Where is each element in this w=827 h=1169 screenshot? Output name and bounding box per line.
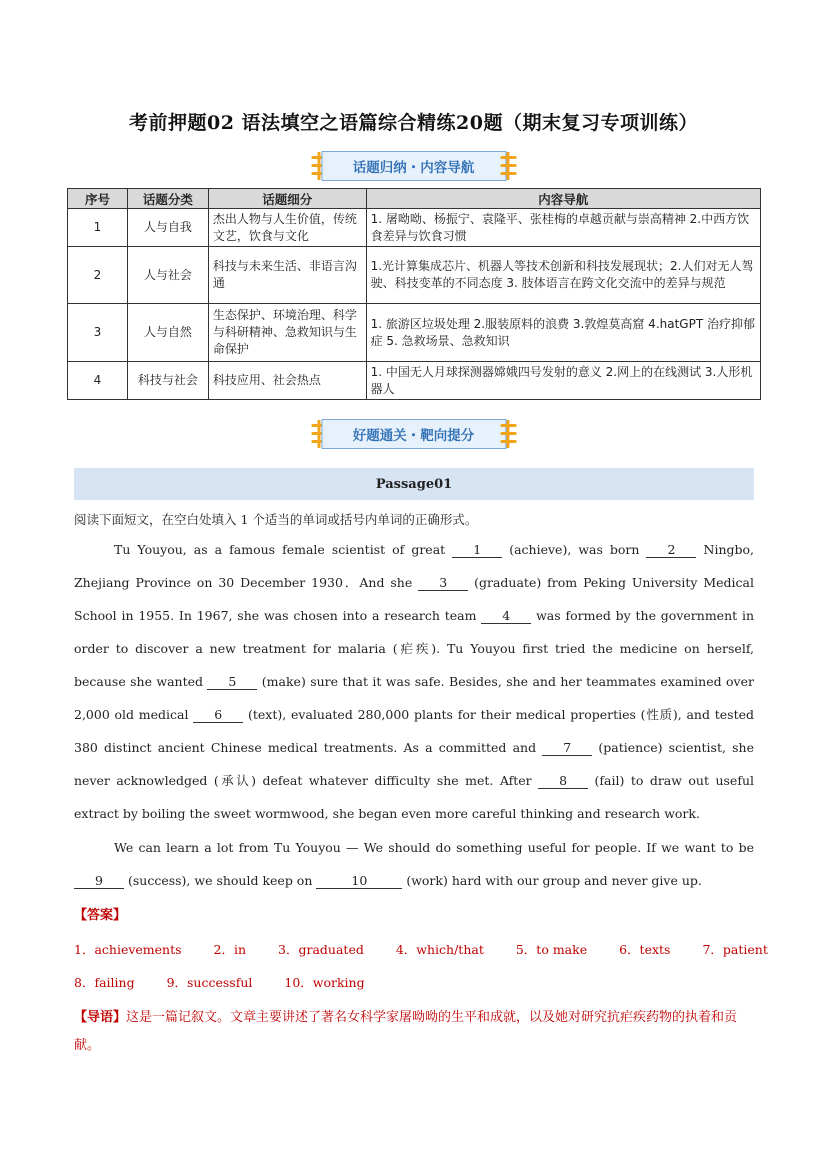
blank-10: 10 xyxy=(316,873,402,889)
passage-text: We can learn a lot from Tu Youyou — We should do something useful for people. If we want to be xyxy=(114,840,754,855)
answer-item: 2．in xyxy=(213,942,247,957)
answer-item: 10．working xyxy=(284,975,365,990)
answer-label: 【答案】 xyxy=(74,908,127,923)
guide-paragraph xyxy=(74,1004,754,1060)
table-row xyxy=(68,209,761,247)
header-cell: 内容导航 xyxy=(366,189,760,209)
blank-7: 7 xyxy=(542,740,592,756)
row-category: 科技与社会 xyxy=(127,362,208,400)
passage-paragraph-1 xyxy=(74,533,754,830)
passage-text: (text), evaluated 280,000 plants for their medical properties (性质), and tested 380 distinct ancient Chinese medical treatments. As a committed and xyxy=(74,707,754,755)
row-content: 1. 屠呦呦、杨振宁、袁隆平、张桂梅的卓越贡献与崇高精神 2.中西方饮食差异与饮食习惯 xyxy=(366,209,760,247)
answer-item: 6．texts xyxy=(619,942,671,957)
answer-item: 3．graduated xyxy=(278,942,364,957)
passage-heading: Passage01 xyxy=(74,468,754,500)
row-detail: 科技与未来生活、非语言沟通 xyxy=(208,247,366,304)
answer-row xyxy=(74,973,393,991)
row-number: 3 xyxy=(68,304,128,362)
passage-paragraph-2 xyxy=(74,831,754,897)
row-detail: 科技应用、社会热点 xyxy=(208,362,366,400)
section-banner-topics xyxy=(0,148,827,184)
blank-9: 9 xyxy=(74,873,124,889)
answer-item: 5．to make xyxy=(515,942,588,957)
row-number: 1 xyxy=(68,209,128,247)
passage-text: (fail) to draw out useful extract by boiling the sweet wormwood, she began even more careful thinking and research work. xyxy=(74,773,754,821)
blank-3: 3 xyxy=(418,575,468,591)
passage-text: (success), we should keep on xyxy=(124,873,317,888)
row-category: 人与社会 xyxy=(127,247,208,304)
topic-table xyxy=(67,188,761,400)
blank-5: 5 xyxy=(207,674,257,690)
answer-item: 8．failing xyxy=(74,975,135,990)
answer-item: 9．successful xyxy=(166,975,253,990)
row-content: 1.光计算集成芯片、机器人等技术创新和科技发展现状；2.人们对无人驾驶、科技变革的不同态度 3. 肢体语言在跨文化交流中的差异与规范 xyxy=(366,247,760,304)
row-number: 2 xyxy=(68,247,128,304)
banner-label: 话题归纳・内容导航 xyxy=(321,151,506,181)
row-detail: 生态保护、环境治理、科学与科研精神、急救知识与生命保护 xyxy=(208,304,366,362)
table-row xyxy=(68,304,761,362)
banner-ornament-icon xyxy=(500,148,516,184)
row-category: 人与自然 xyxy=(127,304,208,362)
answer-item: 1．achievements xyxy=(74,942,182,957)
page-title: 考前押题02 语法填空之语篇综合精练20题（期末复习专项训练） xyxy=(129,112,698,134)
passage-text: (make) sure that it was safe. Besides, she and her teammates examined over 2,000 old medical xyxy=(74,674,754,722)
blank-8: 8 xyxy=(538,773,588,789)
blank-2: 2 xyxy=(646,542,696,558)
row-content: 1. 中国无人月球探测器嫦娥四号发射的意义 2.网上的在线测试 3.人形机器人 xyxy=(366,362,760,400)
banner-ornament-icon xyxy=(500,416,516,452)
row-detail: 杰出人物与人生价值，传统文艺，饮食与文化 xyxy=(208,209,366,247)
header-cell: 序号 xyxy=(68,189,128,209)
passage-instruction: 阅读下面短文，在空白处填入 1 个适当的单词或括号内单词的正确形式。 xyxy=(74,512,478,527)
answer-item: 7．patient xyxy=(702,942,768,957)
passage-text: (graduate) from Peking University Medical School in 1955. In 1967, she was chosen into a research team xyxy=(74,575,754,623)
banner-label: 好题通关・靶向提分 xyxy=(321,419,506,449)
table-row xyxy=(68,247,761,304)
header-cell: 话题分类 xyxy=(127,189,208,209)
table-row xyxy=(68,362,761,400)
passage-text: Tu Youyou, as a famous female scientist of great xyxy=(114,542,453,557)
passage-text: (work) hard with our group and never give up. xyxy=(402,873,702,888)
table-header-row xyxy=(68,189,761,209)
answer-row xyxy=(74,940,796,958)
passage-text: (patience) scientist, she never acknowledged (承认) defeat whatever difficulty she met. After xyxy=(74,740,755,788)
row-number: 4 xyxy=(68,362,128,400)
blank-4: 4 xyxy=(481,608,531,624)
passage-text: was formed by the government in order to discover a new treatment for malaria (疟疾). Tu Youyou first tried the medicine on herself, because she wanted xyxy=(74,608,754,689)
passage-text: (achieve), was born xyxy=(502,542,647,557)
row-content: 1. 旅游区垃圾处理 2.服装原料的浪费 3.敦煌莫高窟 4.hatGPT 治疗抑郁症 5. 急救场景、急救知识 xyxy=(366,304,760,362)
row-category: 人与自我 xyxy=(127,209,208,247)
guide-label: 【导语】 xyxy=(74,1010,127,1025)
blank-1: 1 xyxy=(452,542,502,558)
section-banner-exercises xyxy=(0,416,827,452)
blank-6: 6 xyxy=(193,707,243,723)
guide-text: 这是一篇记叙文。文章主要讲述了著名女科学家屠呦呦的生平和成就，以及她对研究抗疟疾药物的执着和贡献。 xyxy=(74,1010,738,1053)
header-cell: 话题细分 xyxy=(208,189,366,209)
passage-text: Ningbo, Zhejiang Province on 30 December 1930．And she xyxy=(74,542,754,590)
answer-item: 4．which/that xyxy=(395,942,484,957)
